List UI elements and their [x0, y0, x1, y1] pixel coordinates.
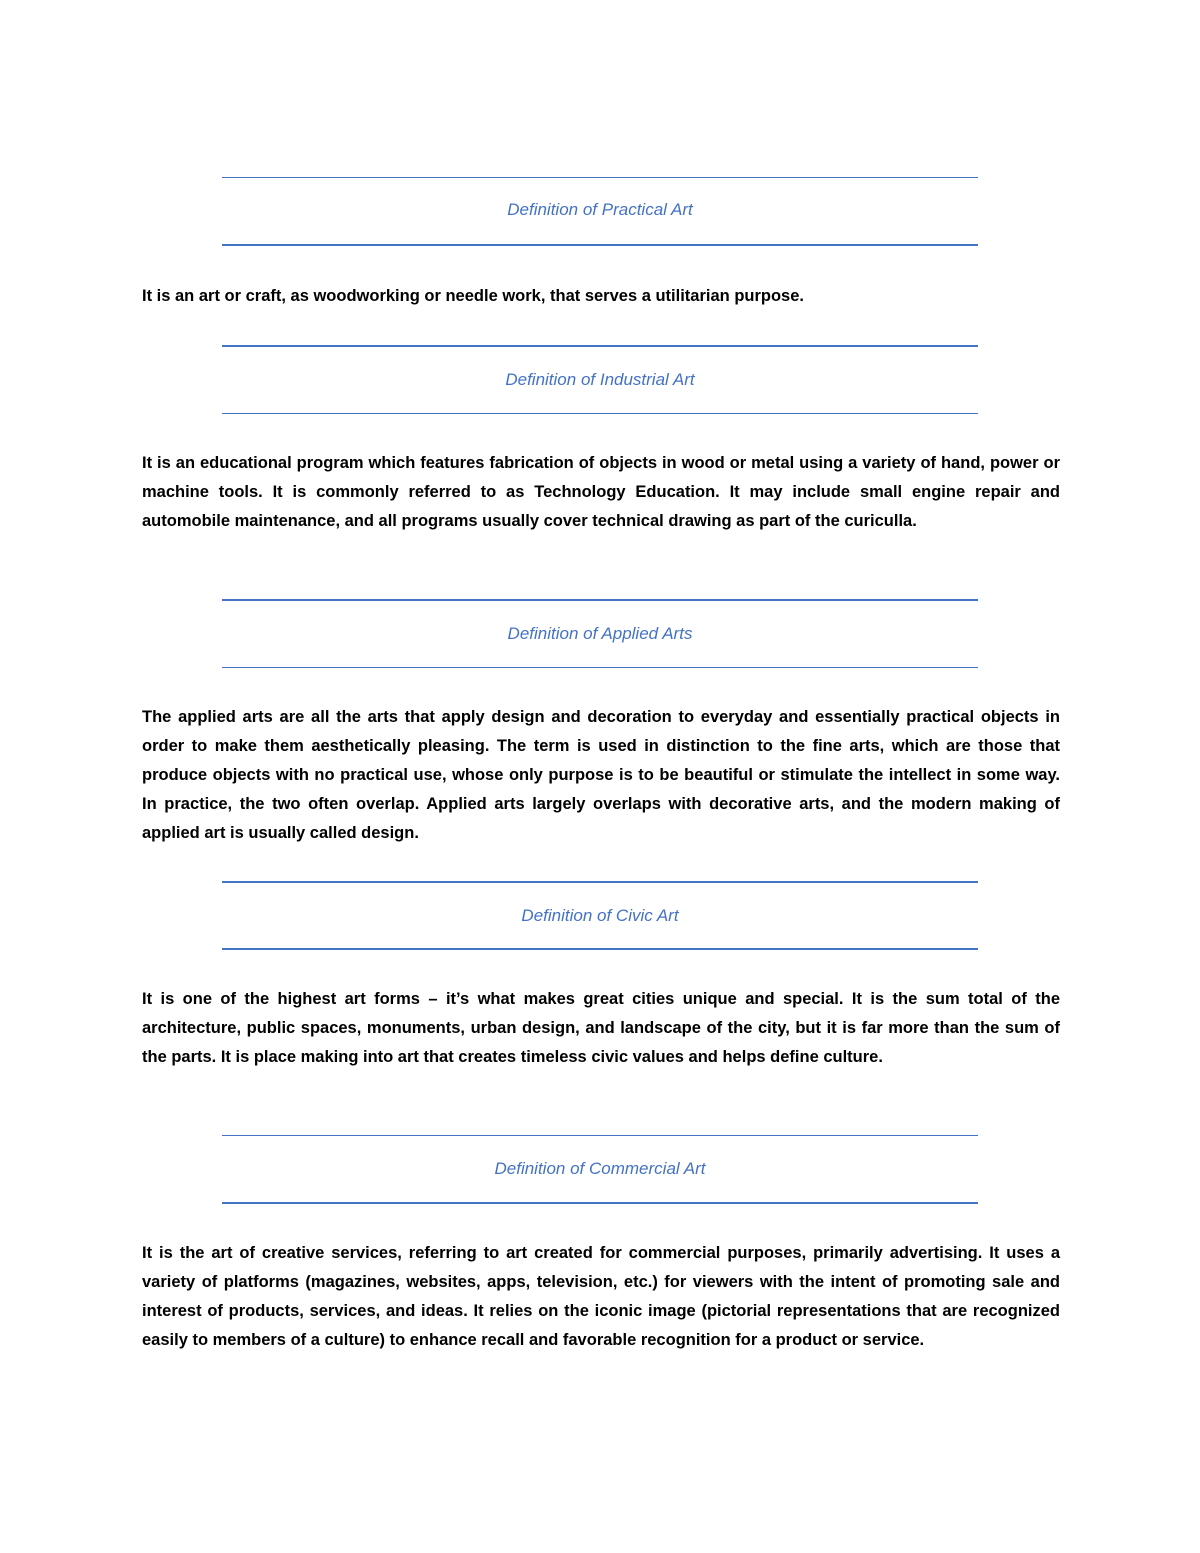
bottom-rule	[222, 948, 978, 950]
bottom-rule	[222, 413, 978, 414]
bottom-rule	[222, 1202, 978, 1204]
top-rule	[222, 599, 978, 601]
section-heading: Definition of Practical Art	[507, 200, 693, 219]
bottom-rule	[222, 244, 978, 246]
top-rule	[222, 177, 978, 178]
section-body: The applied arts are all the arts that apply design and decoration to everyday and essentially practical objects in order to make them aesthetically pleasing. The term is used in distinction to the fine arts, which are those that produce objects with no practical use, whose only purpose is to be beautiful or stimulate the intellect in some way. In practice, the two often overlap. Applied arts largely overlaps with decorative arts, and the modern making of applied art is usually called design.	[142, 708, 1060, 842]
section-body: It is an educational program which features fabrication of objects in wood or metal using a variety of hand, power or machine tools. It is commonly referred to as Technology Education. It may include small engine repair and automobile maintenance, and all programs usually cover technical drawing as part of the curiculla.	[142, 454, 1060, 530]
section-heading: Definition of Commercial Art	[494, 1159, 706, 1178]
section-body: It is an art or craft, as woodworking or needle work, that serves a utilitarian purpose.	[142, 287, 804, 305]
section-heading: Definition of Applied Arts	[507, 624, 693, 643]
bottom-rule	[222, 667, 978, 668]
section-heading: Definition of Industrial Art	[505, 370, 695, 389]
top-rule	[222, 345, 978, 347]
section-body: It is one of the highest art forms – it’s what makes great cities unique and special. It is the sum total of the architecture, public spaces, monuments, urban design, and landscape of the city, but it is far more than the sum of the parts. It is place making into art that creates timeless civic values and helps define culture.	[142, 990, 1060, 1066]
top-rule	[222, 881, 978, 883]
section-heading: Definition of Civic Art	[521, 906, 679, 925]
section-body: It is the art of creative services, referring to art created for commercial purposes, primarily advertising. It uses a variety of platforms (magazines, websites, apps, television, etc.) for viewers with the intent of promoting sale and interest of products, services, and ideas. It relies on the iconic image (pictorial representations that are recognized easily to members of a culture) to enhance recall and favorable recognition for a product or service.	[142, 1244, 1060, 1349]
top-rule	[222, 1135, 978, 1136]
